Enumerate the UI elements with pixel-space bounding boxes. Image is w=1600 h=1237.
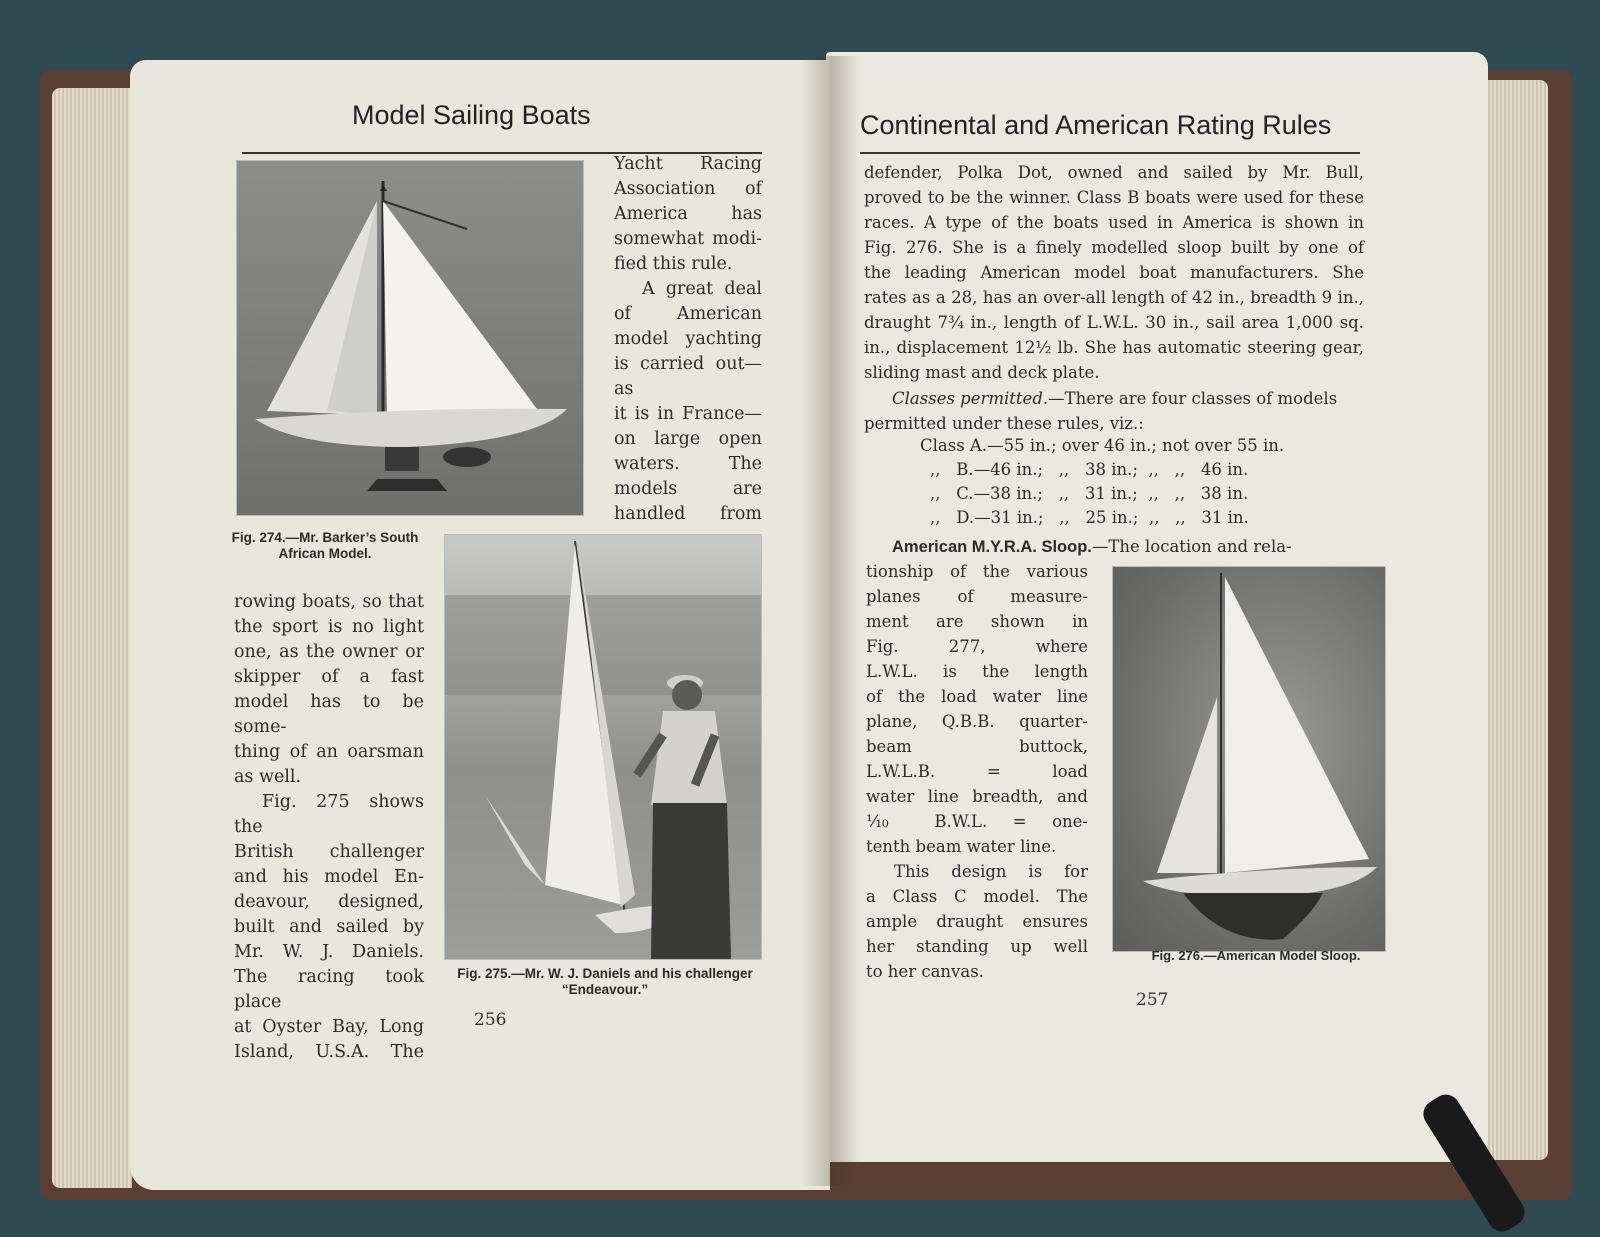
text-line: on large open — [614, 429, 762, 449]
text-line: sliding mast and deck plate. — [864, 363, 1100, 382]
text-line: models are — [614, 479, 762, 499]
class-row-b: ,, B.—46 in.; ,, 38 in.; ,, ,, 46 in. — [930, 460, 1249, 479]
fig-276-caption: Fig. 276.—American Model Sloop. — [1151, 948, 1361, 963]
text-line: it is in France— — [614, 404, 762, 424]
text-line: draught 7¾ in., length of L.W.L. 30 in., sail area 1,000 sq. — [864, 313, 1364, 332]
text-line: water line breadth, and — [866, 787, 1088, 806]
text-line: rowing boats, so that — [234, 592, 424, 612]
classes-intro: —There are four classes of models — [1048, 389, 1338, 408]
text-line: planes of measure- — [866, 587, 1088, 606]
running-head-left: Model Sailing Boats — [352, 100, 591, 130]
text-line: skipper of a fast — [234, 667, 424, 687]
text-line: rates as a 28, has an over-all length of 42 in., breadth 9 in., — [864, 288, 1364, 307]
text-line: The racing took place — [234, 967, 424, 1012]
text-line: British challenger — [234, 842, 424, 862]
class-row-c: ,, C.—38 in.; ,, 31 in.; ,, ,, 38 in. — [930, 484, 1249, 503]
fig-275-photo — [444, 534, 762, 960]
text-line: defender, Polka Dot, owned and sailed by Mr. Bull, — [864, 163, 1364, 182]
text-line: ⅒ B.W.L. = one- — [866, 812, 1088, 831]
text-line: Island, U.S.A. The — [234, 1042, 424, 1062]
classes-heading: Classes permitted. — [892, 389, 1049, 408]
text-line: is carried out—as — [614, 354, 762, 399]
page-number-right: 257 — [1136, 990, 1169, 1010]
text-line: her standing up well — [866, 937, 1088, 956]
text-line: as well. — [234, 767, 302, 787]
text-line: tenth beam water line. — [866, 837, 1057, 856]
text-line: Fig. 277, where — [866, 637, 1088, 656]
text-line: A great deal — [642, 279, 762, 299]
sloop-first-line: —The location and rela- — [1091, 537, 1292, 556]
fig-274-caption: Fig. 274.—Mr. Barker’s South African Model. — [231, 530, 419, 561]
text-line: Yacht Racing — [614, 154, 762, 174]
text-line: model has to be some- — [234, 692, 424, 737]
classes-paragraph — [864, 386, 1364, 436]
text-line: ment are shown in — [866, 612, 1088, 631]
text-line: somewhat modi- — [614, 229, 762, 249]
text-line: ample draught ensures — [866, 912, 1088, 931]
page-number-left: 256 — [474, 1010, 507, 1030]
fig-275-caption: Fig. 275.—Mr. W. J. Daniels and his challenger “Endeavour.” — [457, 966, 753, 997]
fig-276-photo — [1112, 566, 1386, 952]
text-line — [864, 386, 1364, 411]
text-line: to her canvas. — [866, 962, 984, 981]
text-line: waters. The — [614, 454, 762, 474]
text-line: the sport is no light — [234, 617, 424, 637]
text-line: Fig. 275 shows the — [234, 792, 424, 837]
sloop-column-text — [866, 559, 1088, 984]
text-line: model yachting — [614, 329, 762, 349]
text-line: L.W.L. is the length — [866, 662, 1088, 681]
running-head-right: Continental and American Rating Rules — [860, 110, 1332, 140]
text-line: deavour, designed, — [234, 892, 424, 912]
text-line: one, as the owner or — [234, 642, 424, 662]
text-line: plane, Q.B.B. quarter- — [866, 712, 1088, 731]
text-line: beam buttock, — [866, 737, 1088, 756]
right-page — [826, 52, 1488, 1162]
book-gutter-shadow — [800, 56, 860, 1186]
man-with-model-yacht-illustration — [445, 535, 761, 959]
fig-274-photo — [236, 160, 584, 516]
text-line: and his model En- — [234, 867, 424, 887]
text-line: thing of an oarsman — [234, 742, 424, 762]
text-line: races. A type of the boats used in America is shown in — [864, 213, 1364, 232]
text-line: at Oyster Bay, Long — [234, 1017, 424, 1037]
text-line: handled from — [614, 504, 762, 524]
right-para-1 — [864, 160, 1364, 385]
left-page — [130, 60, 830, 1190]
text-line: the leading American model boat manufacturers. She — [864, 263, 1364, 282]
text-line: proved to be the winner. Class B boats were used for these — [864, 188, 1364, 207]
text-line: Association of — [614, 179, 762, 199]
text-line: Mr. W. J. Daniels. — [234, 942, 424, 962]
sloop-illustration — [1113, 567, 1385, 951]
page-edges-right — [1478, 80, 1548, 1160]
sloop-heading: American M.Y.R.A. Sloop. — [892, 538, 1092, 556]
text-line: L.W.L.B. = load — [866, 762, 1088, 781]
text-line: a Class C model. The — [866, 887, 1088, 906]
text-line: tionship of the various — [866, 562, 1088, 581]
page-edges-left — [52, 88, 132, 1188]
text-line: fied this rule. — [614, 254, 733, 274]
head-rule-right — [860, 152, 1360, 154]
class-row-d: ,, D.—31 in.; ,, 25 in.; ,, ,, 31 in. — [930, 508, 1249, 527]
text-line: built and sailed by — [234, 917, 424, 937]
sloop-heading-line — [866, 534, 1366, 560]
left-right-column-text — [614, 152, 762, 527]
text-line: This design is for — [894, 862, 1088, 881]
class-row-a: Class A.—55 in.; over 46 in.; not over 55 in. — [920, 436, 1285, 455]
text-line: in., displacement 12½ lb. She has automatic steering gear, — [864, 338, 1364, 357]
text-line: permitted under these rules, viz.: — [864, 414, 1144, 433]
text-line: America has — [614, 204, 762, 224]
text-line: Fig. 276. She is a finely modelled sloop built by one of — [864, 238, 1364, 257]
text-line: of the load water line — [866, 687, 1088, 706]
text-line: of American — [614, 304, 762, 324]
sailboat-illustration — [237, 161, 583, 515]
left-lower-column-text — [234, 590, 424, 1065]
text-line — [866, 534, 1366, 560]
